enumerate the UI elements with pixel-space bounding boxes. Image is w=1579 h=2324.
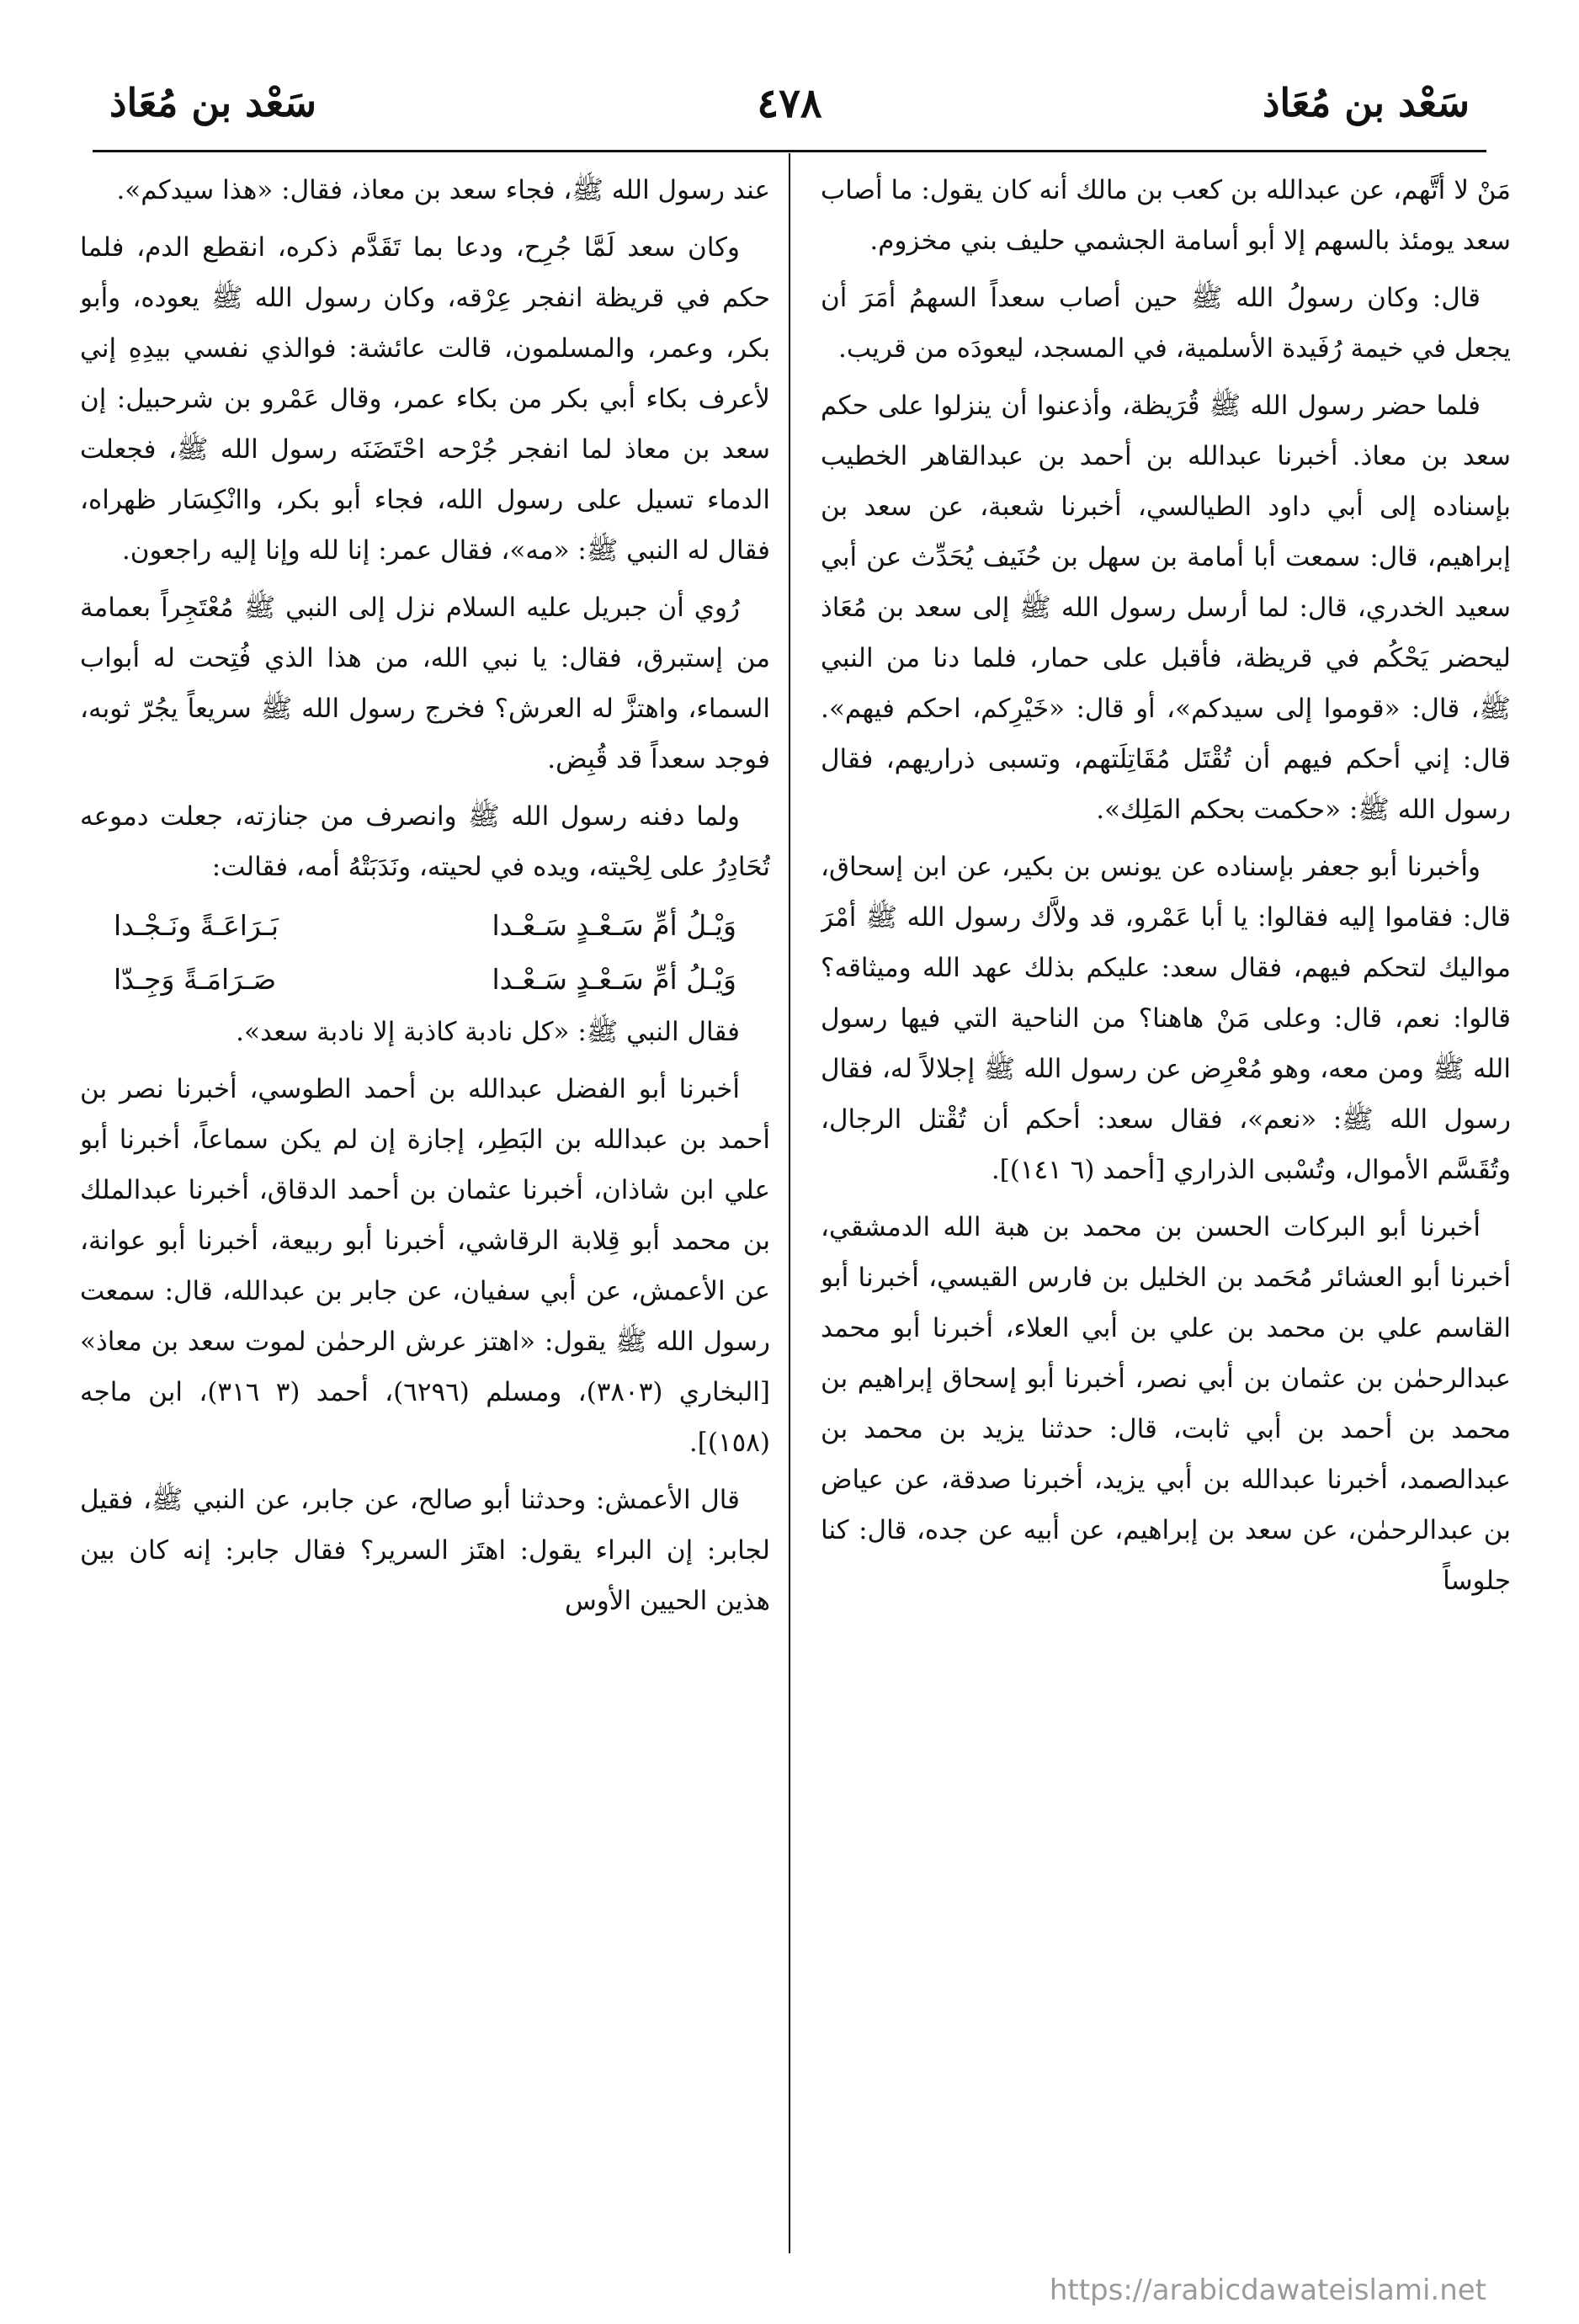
- page-number: ٤٧٨: [757, 80, 822, 127]
- paragraph: فقال النبي ﷺ: «كل نادبة كاذبة إلا نادبة سعد».: [236, 1017, 740, 1047]
- verse-block: [80, 899, 770, 1007]
- left-column: [80, 165, 770, 2244]
- paragraph: ولما دفنه رسول الله ﷺ وانصرف من جنازته، جعلت دموعه تُحَادِرُ على لِحْيته، ويده في لحيته، ونَدَبَتْهُ أمه، فقالت:: [80, 801, 770, 882]
- page-header: [93, 80, 1486, 147]
- paragraph: أخبرنا أبو الفضل عبدالله بن أحمد الطوسي، أخبرنا نصر بن أحمد بن عبدالله بن البَطِر، إجازة إن لم يكن سماعاً، أخبرنا أبو علي ابن شاذان، أخبرنا عثمان بن أحمد الدقاق، أخبرنا عبدالملك بن محمد أبو قِلابة الرقاشي، أخبرنا أبو ربيعة، أخبرنا أبو عوانة، عن الأعمش، عن أبي سفيان، عن جابر بن عبدالله، قال: سمعت رسول الله ﷺ يقول: «اهتز عرش الرحمٰن لموت سعد بن معاذ» [البخاري (٣٨٠٣)، ومسلم (٦٢٩٦)، أحمد (٣ ٣١٦)، ابن ماجه (١٥٨)].: [80, 1074, 770, 1458]
- paragraph: وكان سعد لَمَّا جُرِح، ودعا بما تَقَدَّم ذكره، انقطع الدم، فلما حكم في قريظة انفجر عِرْقه، وكان رسول الله ﷺ يعوده، وأبو بكر، وعمر، والمسلمون، قالت عائشة: فوالذي نفسي بيدِهِ إني لأعرف بكاء أبي بكر من بكاء عمر، وقال عَمْرو بن شرحبيل: إن سعد بن معاذ لما انفجر جُرْحه احْتَضَنَه رسول الله ﷺ، فجعلت الدماء تسيل على رسول الله، فجاء أبو بكر، واانْكِسَار ظهراه، فقال له النبي ﷺ: «مه»، فقال عمر: إنا لله وإنا إليه راجعون.: [80, 232, 770, 566]
- header-rule: [93, 150, 1486, 152]
- column-divider: [789, 153, 790, 2253]
- watermark-url: https://arabicdawateislami.net: [1049, 2273, 1486, 2307]
- running-title-left: سَعْد بن مُعَاذ: [109, 80, 317, 125]
- paragraph: أخبرنا أبو البركات الحسن بن محمد بن هبة الله الدمشقي، أخبرنا أبو العشائر مُحَمد بن الخليل بن فارس القيسي، أخبرنا أبو القاسم علي بن محمد بن علي بن أبي العلاء، أخبرنا أبو محمد عبدالرحمٰن بن عثمان بن أبي نصر، أخبرنا أبو إسحاق إبراهيم بن محمد بن أحمد بن أبي ثابت، قال: حدثنا يزيد بن محمد بن عبدالصمد، أخبرنا عبدالله بن أبي يزيد، أخبرنا صدقة، عن عياض بن عبدالرحمٰن، عن سعد بن إبراهيم، عن أبيه عن جده، قال: كنا جلوساً: [821, 1212, 1511, 1596]
- verse-hemistich: وَيْـلُ أمِّ سَـعْـدٍ سَـعْـدا: [492, 909, 736, 942]
- paragraph: مَنْ لا أتَّهم، عن عبدالله بن كعب بن مالك أنه كان يقول: ما أصاب سعد يومئذ بالسهم إلا أبو أسامة الجشمي حليف بني مخزوم.: [821, 175, 1511, 256]
- right-column: [821, 165, 1511, 2244]
- paragraph: فلما حضر رسول الله ﷺ قُرَيظة، وأذعنوا أن ينزلوا على حكم سعد بن معاذ. أخبرنا عبدالله بن أحمد بن عبدالقاهر الخطيب بإسناده إلى أبي داود الطيالسي، أخبرنا شعبة، عن سعد بن إبراهيم، قال: سمعت أبا أمامة بن سهل بن حُنَيف يُحَدِّث عن أبي سعيد الخدري، قال: لما أرسل رسول الله ﷺ إلى سعد بن مُعَاذ ليحضر يَحْكُم في قريظة، فأقبل على حمار، فلما دنا من النبي ﷺ، قال: «قوموا إلى سيدكم»، أو قال: «خَيْرِكم، احكم فيهم». قال: إني أحكم فيهم أن تُقْتَل مُقَاتِلَتهم، وتسبى ذراريهم، فقال رسول الله ﷺ: «حكمت بحكم المَلِك».: [821, 391, 1511, 825]
- verse-line: [114, 899, 736, 953]
- paragraph: عند رسول الله ﷺ، فجاء سعد بن معاذ، فقال: «هذا سيدكم».: [116, 175, 770, 205]
- verse-line: [114, 953, 736, 1007]
- verse-hemistich: وَيْـلُ أمِّ سَـعْـدٍ سَـعْـدا: [492, 963, 736, 996]
- verse-hemistich: بَـرَاعَـةً ونَـجْـدا: [114, 909, 279, 942]
- verse-hemistich: صَـرَامَـةً وَجِـدّا: [114, 963, 277, 996]
- paragraph: وأخبرنا أبو جعفر بإسناده عن يونس بن بكير، عن ابن إسحاق، قال: فقاموا إليه فقالوا: يا أبا عَمْرو، قد ولاَّك رسول الله ﷺ أمْرَ مواليك لتحكم فيهم، فقال سعد: عليكم بذلك عهد الله وميثاقه؟ قالوا: نعم، قال: وعلى مَنْ هاهنا؟ من الناحية التي فيها رسول الله ﷺ ومن معه، وهو مُعْرِض عن رسول الله ﷺ إجلالاً له، فقال رسول الله ﷺ: «نعم»، فقال سعد: أحكم أن تُقْتل الرجال، وتُقَسَّم الأموال، وتُسْبى الذراري [أحمد (٦ ١٤١)].: [821, 852, 1511, 1185]
- paragraph: قال الأعمش: وحدثنا أبو صالح، عن جابر، عن النبي ﷺ، فقيل لجابر: إن البراء يقول: اهتَز السرير؟ فقال جابر: إنه كان بين هذين الحيين الأوس: [80, 1485, 770, 1616]
- running-title-right: سَعْد بن مُعَاذ: [1262, 80, 1470, 125]
- paragraph: رُوي أن جبريل عليه السلام نزل إلى النبي ﷺ مُعْتَجِراً بعمامة من إستبرق، فقال: يا نبي الله، من هذا الذي فُتِحت له أبواب السماء، واهتزَّ له العرش؟ فخرج رسول الله ﷺ سريعاً يجُرّ ثوبه، فوجد سعداً قد قُبِض.: [80, 593, 770, 774]
- paragraph: قال: وكان رسولُ الله ﷺ حين أصاب سعداً السهمُ أمَرَ أن يجعل في خيمة رُفَيدة الأسلمية، في المسجد، ليعودَه من قريب.: [821, 283, 1511, 364]
